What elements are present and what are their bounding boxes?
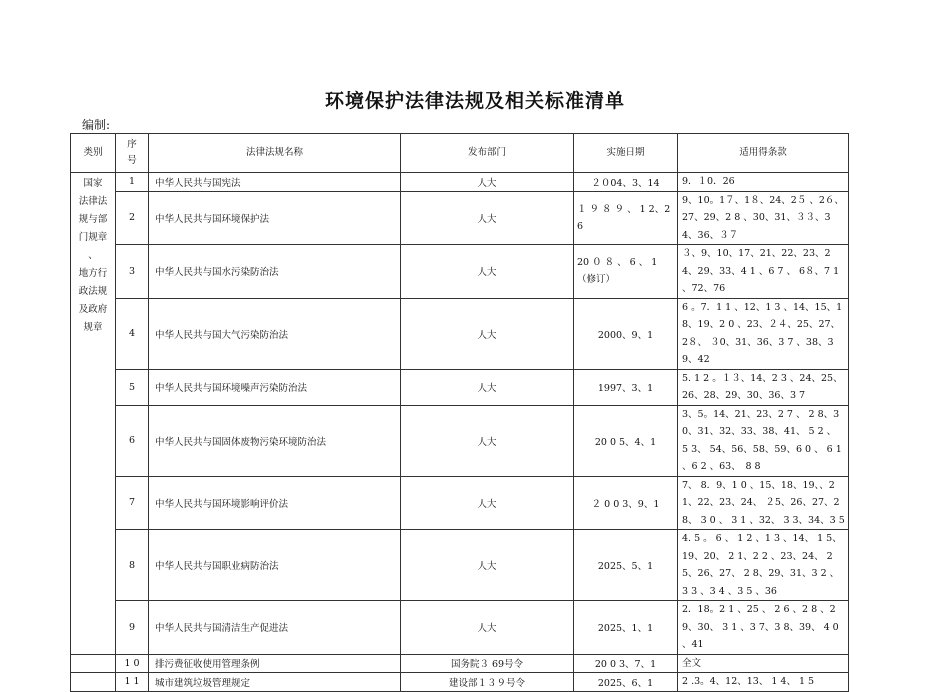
dept-cell: 人大 [401, 405, 574, 476]
date-cell: 2025、6、1 [574, 673, 678, 692]
dept-cell: 人大 [401, 476, 574, 530]
date-cell: 20 ０ ８ 、 6 、 1（修订） [574, 245, 678, 299]
date-cell: 2025、5、1 [574, 530, 678, 601]
dept-cell: 人大 [401, 173, 574, 192]
date-cell: ２ 0 0 3、9、1 [574, 476, 678, 530]
header-seq: 序 号 [116, 134, 149, 173]
articles-cell: 9．１0．26 [678, 173, 849, 192]
date-cell: １ ９ ８ ９ 、 1 2、26 [574, 191, 678, 245]
header-dept: 发布部门 [401, 134, 574, 173]
seq-cell: 8 [116, 530, 149, 601]
dept-cell: 人大 [401, 601, 574, 655]
articles-cell: ３、9、10、17、21、22、23、24、29、33、4 1 、6 7 、 6８、7 1 、72、76 [678, 245, 849, 299]
document-title: 环境保护法律法规及相关标准清单 [324, 90, 625, 112]
dept-cell: 建设部１３９号令 [401, 673, 574, 692]
table-row [71, 173, 849, 192]
articles-cell: 7、 8．9、1 0 、15、18、19、、21、22、23、24、 ２5、26、27、28、 3 0 、 3 1 、32、 3 3、34、3 5 [678, 476, 849, 530]
name-cell: 中华人民共与国环境影响评价法 [149, 476, 401, 530]
category-cell: 国家 法律法 规与部 门规章 、 地方行 政法规 及政府 规章 [71, 173, 116, 655]
header-date: 实施日期 [574, 134, 678, 173]
name-cell: 中华人民共与国职业病防治法 [149, 530, 401, 601]
name-cell: 城市建筑垃圾管理规定 [149, 673, 401, 692]
articles-cell: 6 。7．1 1 、12、1 3 、14、15、18、19、2 0 、23、２４、25、27、2８、 ３0、31、36、3 7 、38、39、42 [678, 298, 849, 369]
date-cell: ２０04、3、14 [574, 173, 678, 192]
seq-cell: 6 [116, 405, 149, 476]
seq-cell: 1 [116, 173, 149, 192]
table-row [71, 601, 849, 655]
category-cell-empty [71, 673, 116, 692]
date-cell: 1997、3、1 [574, 369, 678, 405]
name-cell: 排污费征收使用管理条例 [149, 654, 401, 673]
header-name: 法律法规名称 [149, 134, 401, 173]
table-row [71, 191, 849, 245]
date-cell: 2025、1、1 [574, 601, 678, 655]
dept-cell: 人大 [401, 191, 574, 245]
articles-cell: 9、10。1７、1８、24、2５ 、2６、27、29、2 8 、30、31、３３、34、36、３７ [678, 191, 849, 245]
date-cell: 20 0 5、4、1 [574, 405, 678, 476]
regulations-table [70, 133, 849, 692]
articles-cell: 全文 [678, 654, 849, 673]
name-cell: 中华人民共与国环境噪声污染防治法 [149, 369, 401, 405]
table-header-row [71, 134, 849, 173]
table-row [71, 405, 849, 476]
name-cell: 中华人民共与国大气污染防治法 [149, 298, 401, 369]
date-cell: 2000、9、1 [574, 298, 678, 369]
dept-cell: 人大 [401, 298, 574, 369]
seq-cell: 9 [116, 601, 149, 655]
name-cell: 中华人民共与国固体废物污染环境防治法 [149, 405, 401, 476]
dept-cell: 人大 [401, 369, 574, 405]
dept-cell: 人大 [401, 530, 574, 601]
articles-cell: 2 .3。4、12、13、 1 4、 1 5 [678, 673, 849, 692]
table-row [71, 654, 849, 673]
seq-cell: 2 [116, 191, 149, 245]
table-row [71, 476, 849, 530]
date-cell: 20 0 3、7、1 [574, 654, 678, 673]
table-row [71, 369, 849, 405]
articles-cell: 2．18。2 1 、25 、 2 6 、2 8 、29、30、 3 1 、3 7、3 8、39、 4 0 、41 [678, 601, 849, 655]
seq-cell: 5 [116, 369, 149, 405]
editor-label: 编制: [82, 118, 111, 132]
name-cell: 中华人民共与国清洁生产促进法 [149, 601, 401, 655]
seq-cell: 1 0 [116, 654, 149, 673]
seq-cell: 4 [116, 298, 149, 369]
table-row [71, 673, 849, 692]
table-row [71, 530, 849, 601]
name-cell: 中华人民共与国水污染防治法 [149, 245, 401, 299]
name-cell: 中华人民共与国宪法 [149, 173, 401, 192]
seq-cell: 1 1 [116, 673, 149, 692]
header-articles: 适用得条款 [678, 134, 849, 173]
seq-cell: 3 [116, 245, 149, 299]
category-cell-empty [71, 654, 116, 673]
articles-cell: 3、5。14、21、23、2 7 、 2 8、30、31、32、33、38、41、 5 2 、 5 3、 54、56、58、59、6 0 、 6 1 、6 2 、63、 8 8 [678, 405, 849, 476]
table-row [71, 298, 849, 369]
dept-cell: 国务院３ 69号令 [401, 654, 574, 673]
name-cell: 中华人民共与国环境保护法 [149, 191, 401, 245]
articles-cell: 4. 5 。 6 、 1 2 、1 3 、14、 1 5、19、20、 2 1、2 2 、23、24、 2 5、26、27、 2 8、29、31、3 2 、 3 3 、3 4 、3 5 、36 [678, 530, 849, 601]
table-row [71, 245, 849, 299]
seq-cell: 7 [116, 476, 149, 530]
header-category: 类别 [71, 134, 116, 173]
dept-cell: 人大 [401, 245, 574, 299]
articles-cell: 5. 1 2 。１３、14、2 3 、24、25、26、28、29、30、36、3 7 [678, 369, 849, 405]
